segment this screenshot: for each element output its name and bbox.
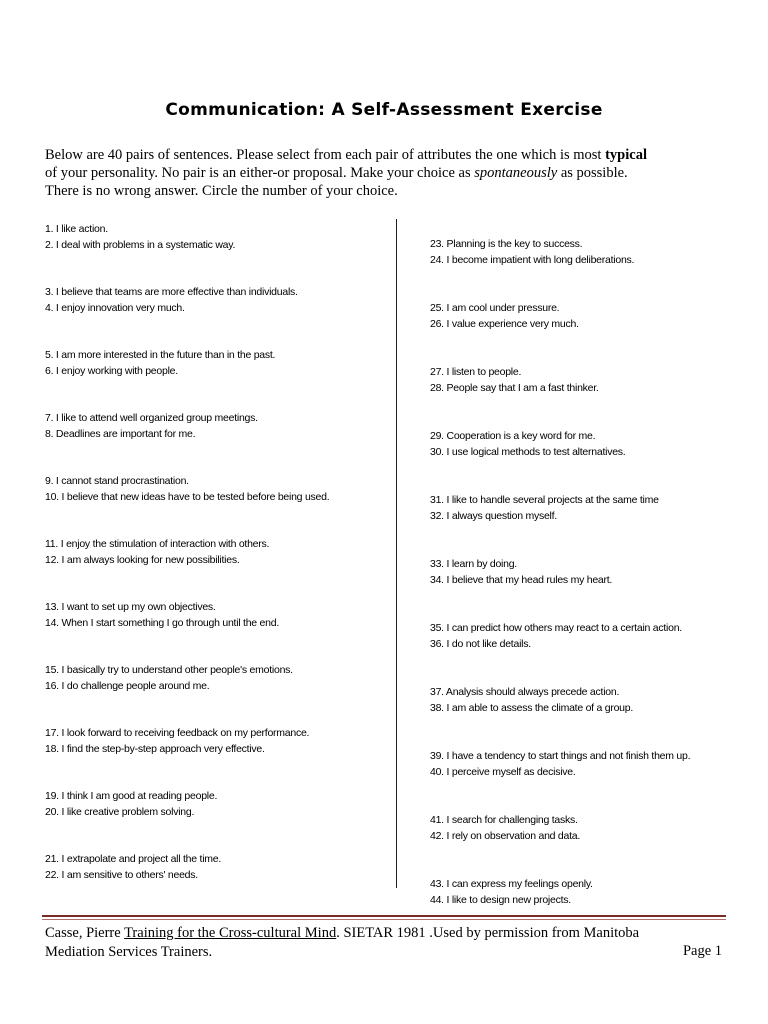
instructions-text: of your personality. No pair is an either-or proposal. Make your choice as — [45, 165, 475, 181]
statement-pair — [430, 812, 740, 844]
statement-pair — [430, 876, 740, 908]
statement-item[interactable]: 15. I basically try to understand other people's emotions. — [45, 664, 293, 676]
citation-book-title: Training for the Cross-cultural Mind — [124, 925, 337, 941]
statement-item[interactable]: 44. I like to design new projects. — [430, 894, 571, 906]
statement-pair — [430, 300, 740, 332]
statement-item[interactable]: 5. I am more interested in the future than in the past. — [45, 349, 276, 361]
statement-item[interactable]: 24. I become impatient with long deliberations. — [430, 254, 635, 266]
instructions — [45, 146, 735, 200]
statement-item[interactable]: 26. I value experience very much. — [430, 318, 579, 330]
page-number: Page 1 — [682, 943, 722, 959]
statement-pair — [430, 236, 740, 268]
left-column — [45, 221, 385, 914]
instructions-emphasis: spontaneously — [474, 165, 558, 181]
statement-pair — [430, 428, 740, 460]
instructions-line-3: There is no wrong answer. Circle the number of your choice. — [45, 183, 398, 199]
statement-item[interactable]: 37. Analysis should always precede action. — [430, 686, 620, 698]
statement-item[interactable]: 6. I enjoy working with people. — [45, 365, 178, 377]
statement-item[interactable]: 25. I am cool under pressure. — [430, 302, 560, 314]
statement-pair — [430, 748, 740, 780]
statement-pair — [45, 851, 385, 883]
statement-pair — [45, 536, 385, 568]
statement-item[interactable]: 35. I can predict how others may react to a certain action. — [430, 622, 682, 634]
statement-item[interactable]: 12. I am always looking for new possibilities. — [45, 554, 240, 566]
statement-item[interactable]: 32. I always question myself. — [430, 510, 557, 522]
footer-rule — [42, 915, 726, 917]
statement-item[interactable]: 11. I enjoy the stimulation of interaction with others. — [45, 538, 270, 550]
statement-item[interactable]: 9. I cannot stand procrastination. — [45, 475, 189, 487]
statement-item[interactable]: 34. I believe that my head rules my heart. — [430, 574, 613, 586]
statement-item[interactable]: 28. People say that I am a fast thinker. — [430, 382, 599, 394]
instructions-text: Below are 40 pairs of sentences. Please select from each pair of attributes the one which is most — [45, 147, 606, 163]
statement-item[interactable]: 20. I like creative problem solving. — [45, 806, 195, 818]
citation-line-1 — [45, 924, 725, 943]
statement-item[interactable]: 17. I look forward to receiving feedback on my performance. — [45, 727, 310, 739]
statement-item[interactable]: 31. I like to handle several projects at the same time — [430, 494, 659, 506]
right-column — [430, 236, 740, 940]
statement-pair — [45, 788, 385, 820]
footer-rule-thin — [42, 919, 726, 920]
statement-item[interactable]: 22. I am sensitive to others' needs. — [45, 869, 198, 881]
statement-item[interactable]: 39. I have a tendency to start things and not finish them up. — [430, 750, 691, 762]
statement-pair — [430, 492, 740, 524]
statement-item[interactable]: 13. I want to set up my own objectives. — [45, 601, 216, 613]
statement-item[interactable]: 38. I am able to assess the climate of a group. — [430, 702, 634, 714]
statement-item[interactable]: 1. I like action. — [45, 223, 108, 235]
statement-pair — [45, 725, 385, 757]
statement-pair — [45, 347, 385, 379]
statement-item[interactable]: 23. Planning is the key to success. — [430, 238, 583, 250]
statement-item[interactable]: 7. I like to attend well organized group meetings. — [45, 412, 258, 424]
statement-item[interactable]: 33. I learn by doing. — [430, 558, 517, 570]
statement-pair — [45, 284, 385, 316]
statement-item[interactable]: 29. Cooperation is a key word for me. — [430, 430, 596, 442]
statement-item[interactable]: 18. I find the step-by-step approach very effective. — [45, 743, 265, 755]
instructions-line-1 — [45, 146, 735, 164]
citation-author: Casse, Pierre — [45, 925, 125, 941]
footer-citation — [45, 924, 725, 962]
statement-pair — [430, 620, 740, 652]
page-title: Communication: A Self-Assessment Exercise — [165, 100, 603, 120]
statement-item[interactable]: 4. I enjoy innovation very much. — [45, 302, 185, 314]
instructions-text: as possible. — [557, 165, 628, 181]
statement-item[interactable]: 2. I deal with problems in a systematic way. — [45, 239, 236, 251]
statement-item[interactable]: 42. I rely on observation and data. — [430, 830, 581, 842]
instructions-line-2 — [45, 164, 735, 182]
statement-item[interactable]: 8. Deadlines are important for me. — [45, 428, 196, 440]
statement-item[interactable]: 30. I use logical methods to test alternatives. — [430, 446, 626, 458]
citation-line-2: Mediation Services Trainers. — [45, 944, 213, 960]
statement-item[interactable]: 14. When I start something I go through until the end. — [45, 617, 279, 629]
statement-pair — [430, 364, 740, 396]
citation-text: . SIETAR 1981 .Used by permission from Manitoba — [336, 925, 640, 941]
statement-item[interactable]: 16. I do challenge people around me. — [45, 680, 210, 692]
statement-pair — [45, 599, 385, 631]
statement-item[interactable]: 43. I can express my feelings openly. — [430, 878, 593, 890]
statement-pair — [45, 221, 385, 253]
statement-item[interactable]: 19. I think I am good at reading people. — [45, 790, 218, 802]
statement-item[interactable]: 36. I do not like details. — [430, 638, 531, 650]
statement-pair — [45, 662, 385, 694]
statement-pair — [430, 556, 740, 588]
instructions-emphasis: typical — [605, 147, 647, 163]
statement-pair — [45, 473, 385, 505]
column-divider — [396, 219, 397, 888]
statement-pair — [430, 684, 740, 716]
statement-item[interactable]: 27. I listen to people. — [430, 366, 522, 378]
statement-item[interactable]: 3. I believe that teams are more effective than individuals. — [45, 286, 298, 298]
statement-pair — [45, 410, 385, 442]
statement-item[interactable]: 41. I search for challenging tasks. — [430, 814, 578, 826]
statement-item[interactable]: 21. I extrapolate and project all the time. — [45, 853, 222, 865]
statement-item[interactable]: 10. I believe that new ideas have to be tested before being used. — [45, 491, 330, 503]
statement-item[interactable]: 40. I perceive myself as decisive. — [430, 766, 576, 778]
